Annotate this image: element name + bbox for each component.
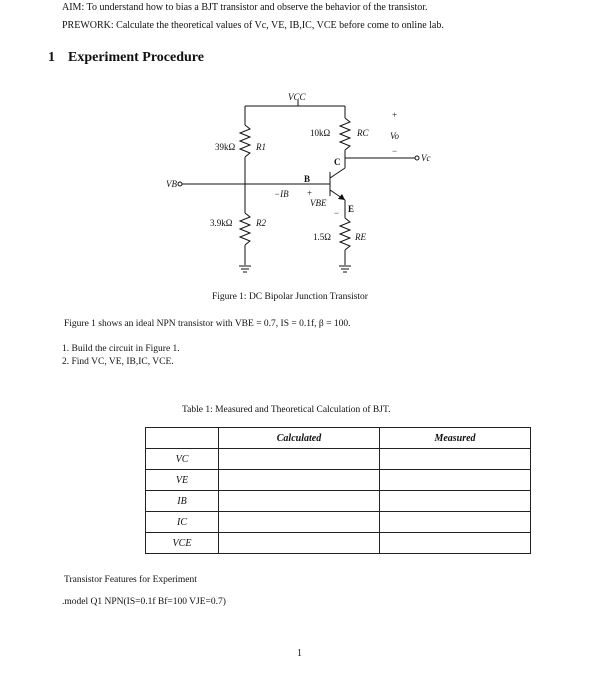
calculated-cell[interactable] [219, 533, 380, 554]
row-label: VCE [146, 533, 219, 554]
emitter-label: E [348, 204, 355, 214]
measurement-table [145, 427, 531, 554]
calculated-cell[interactable] [219, 512, 380, 533]
measured-cell[interactable] [380, 449, 531, 470]
table-row [146, 533, 531, 554]
rc-value: 10kΩ [310, 128, 331, 138]
vbe-minus: − [334, 208, 340, 218]
features-title: Transistor Features for Experiment [64, 575, 197, 585]
row-label: IC [146, 512, 219, 533]
table-row [146, 512, 531, 533]
vc-label: Vc [421, 153, 431, 163]
vo-plus: + [392, 110, 398, 120]
vo-minus: − [392, 146, 398, 156]
ib-label: −IB [274, 189, 289, 199]
step-item: 2. Find VC, VE, IB,IC, VCE. [62, 357, 174, 367]
calculated-cell[interactable] [219, 449, 380, 470]
step-item: 1. Build the circuit in Figure 1. [62, 344, 180, 354]
measured-cell[interactable] [380, 512, 531, 533]
r2-value: 3.9kΩ [210, 218, 233, 228]
table-corner-cell [146, 428, 219, 449]
calculated-header: Calculated [219, 428, 380, 449]
vbe-plus: + [307, 188, 313, 198]
prework-text: PREWORK: Calculate the theoretical values of Vc, VE, IB,IC, VCE before come to online lab. [62, 20, 444, 31]
base-label: B [304, 174, 311, 184]
section-number: 1 [48, 50, 55, 65]
re-value: 1.5Ω [313, 232, 331, 242]
measured-cell[interactable] [380, 491, 531, 512]
vcc-label: VCC [288, 92, 306, 102]
bjt-circuit-diagram [0, 0, 607, 300]
table-row [146, 449, 531, 470]
rc-name: RC [357, 128, 369, 138]
measured-cell[interactable] [380, 470, 531, 491]
intro-paragraph: Figure 1 shows an ideal NPN transistor with VBE = 0.7, IS = 0.1f, β = 100. [64, 319, 351, 329]
vo-label: Vo [390, 131, 399, 141]
row-label: IB [146, 491, 219, 512]
vbe-label: VBE [310, 198, 327, 208]
re-name: RE [355, 232, 366, 242]
page-number: 1 [297, 648, 302, 659]
collector-label: C [334, 157, 341, 167]
table-header-row [146, 428, 531, 449]
r1-name: R1 [256, 142, 266, 152]
table-row [146, 470, 531, 491]
table-caption: Table 1: Measured and Theoretical Calculation of BJT. [182, 405, 391, 415]
spice-model-line: .model Q1 NPN(IS=0.1f Bf=100 VJE=0.7) [62, 597, 226, 607]
measured-header: Measured [380, 428, 531, 449]
r2-name: R2 [256, 218, 266, 228]
calculated-cell[interactable] [219, 491, 380, 512]
aim-text: AIM: To understand how to bias a BJT transistor and observe the behavior of the transistor. [62, 2, 428, 13]
row-label: VC [146, 449, 219, 470]
r1-value: 39kΩ [215, 142, 236, 152]
measured-cell[interactable] [380, 533, 531, 554]
table-row [146, 491, 531, 512]
vb-label: VB [166, 179, 177, 189]
calculated-cell[interactable] [219, 470, 380, 491]
steps-list [62, 343, 180, 369]
figure-caption: Figure 1: DC Bipolar Junction Transistor [212, 292, 368, 302]
row-label: VE [146, 470, 219, 491]
section-title: Experiment Procedure [68, 50, 204, 65]
